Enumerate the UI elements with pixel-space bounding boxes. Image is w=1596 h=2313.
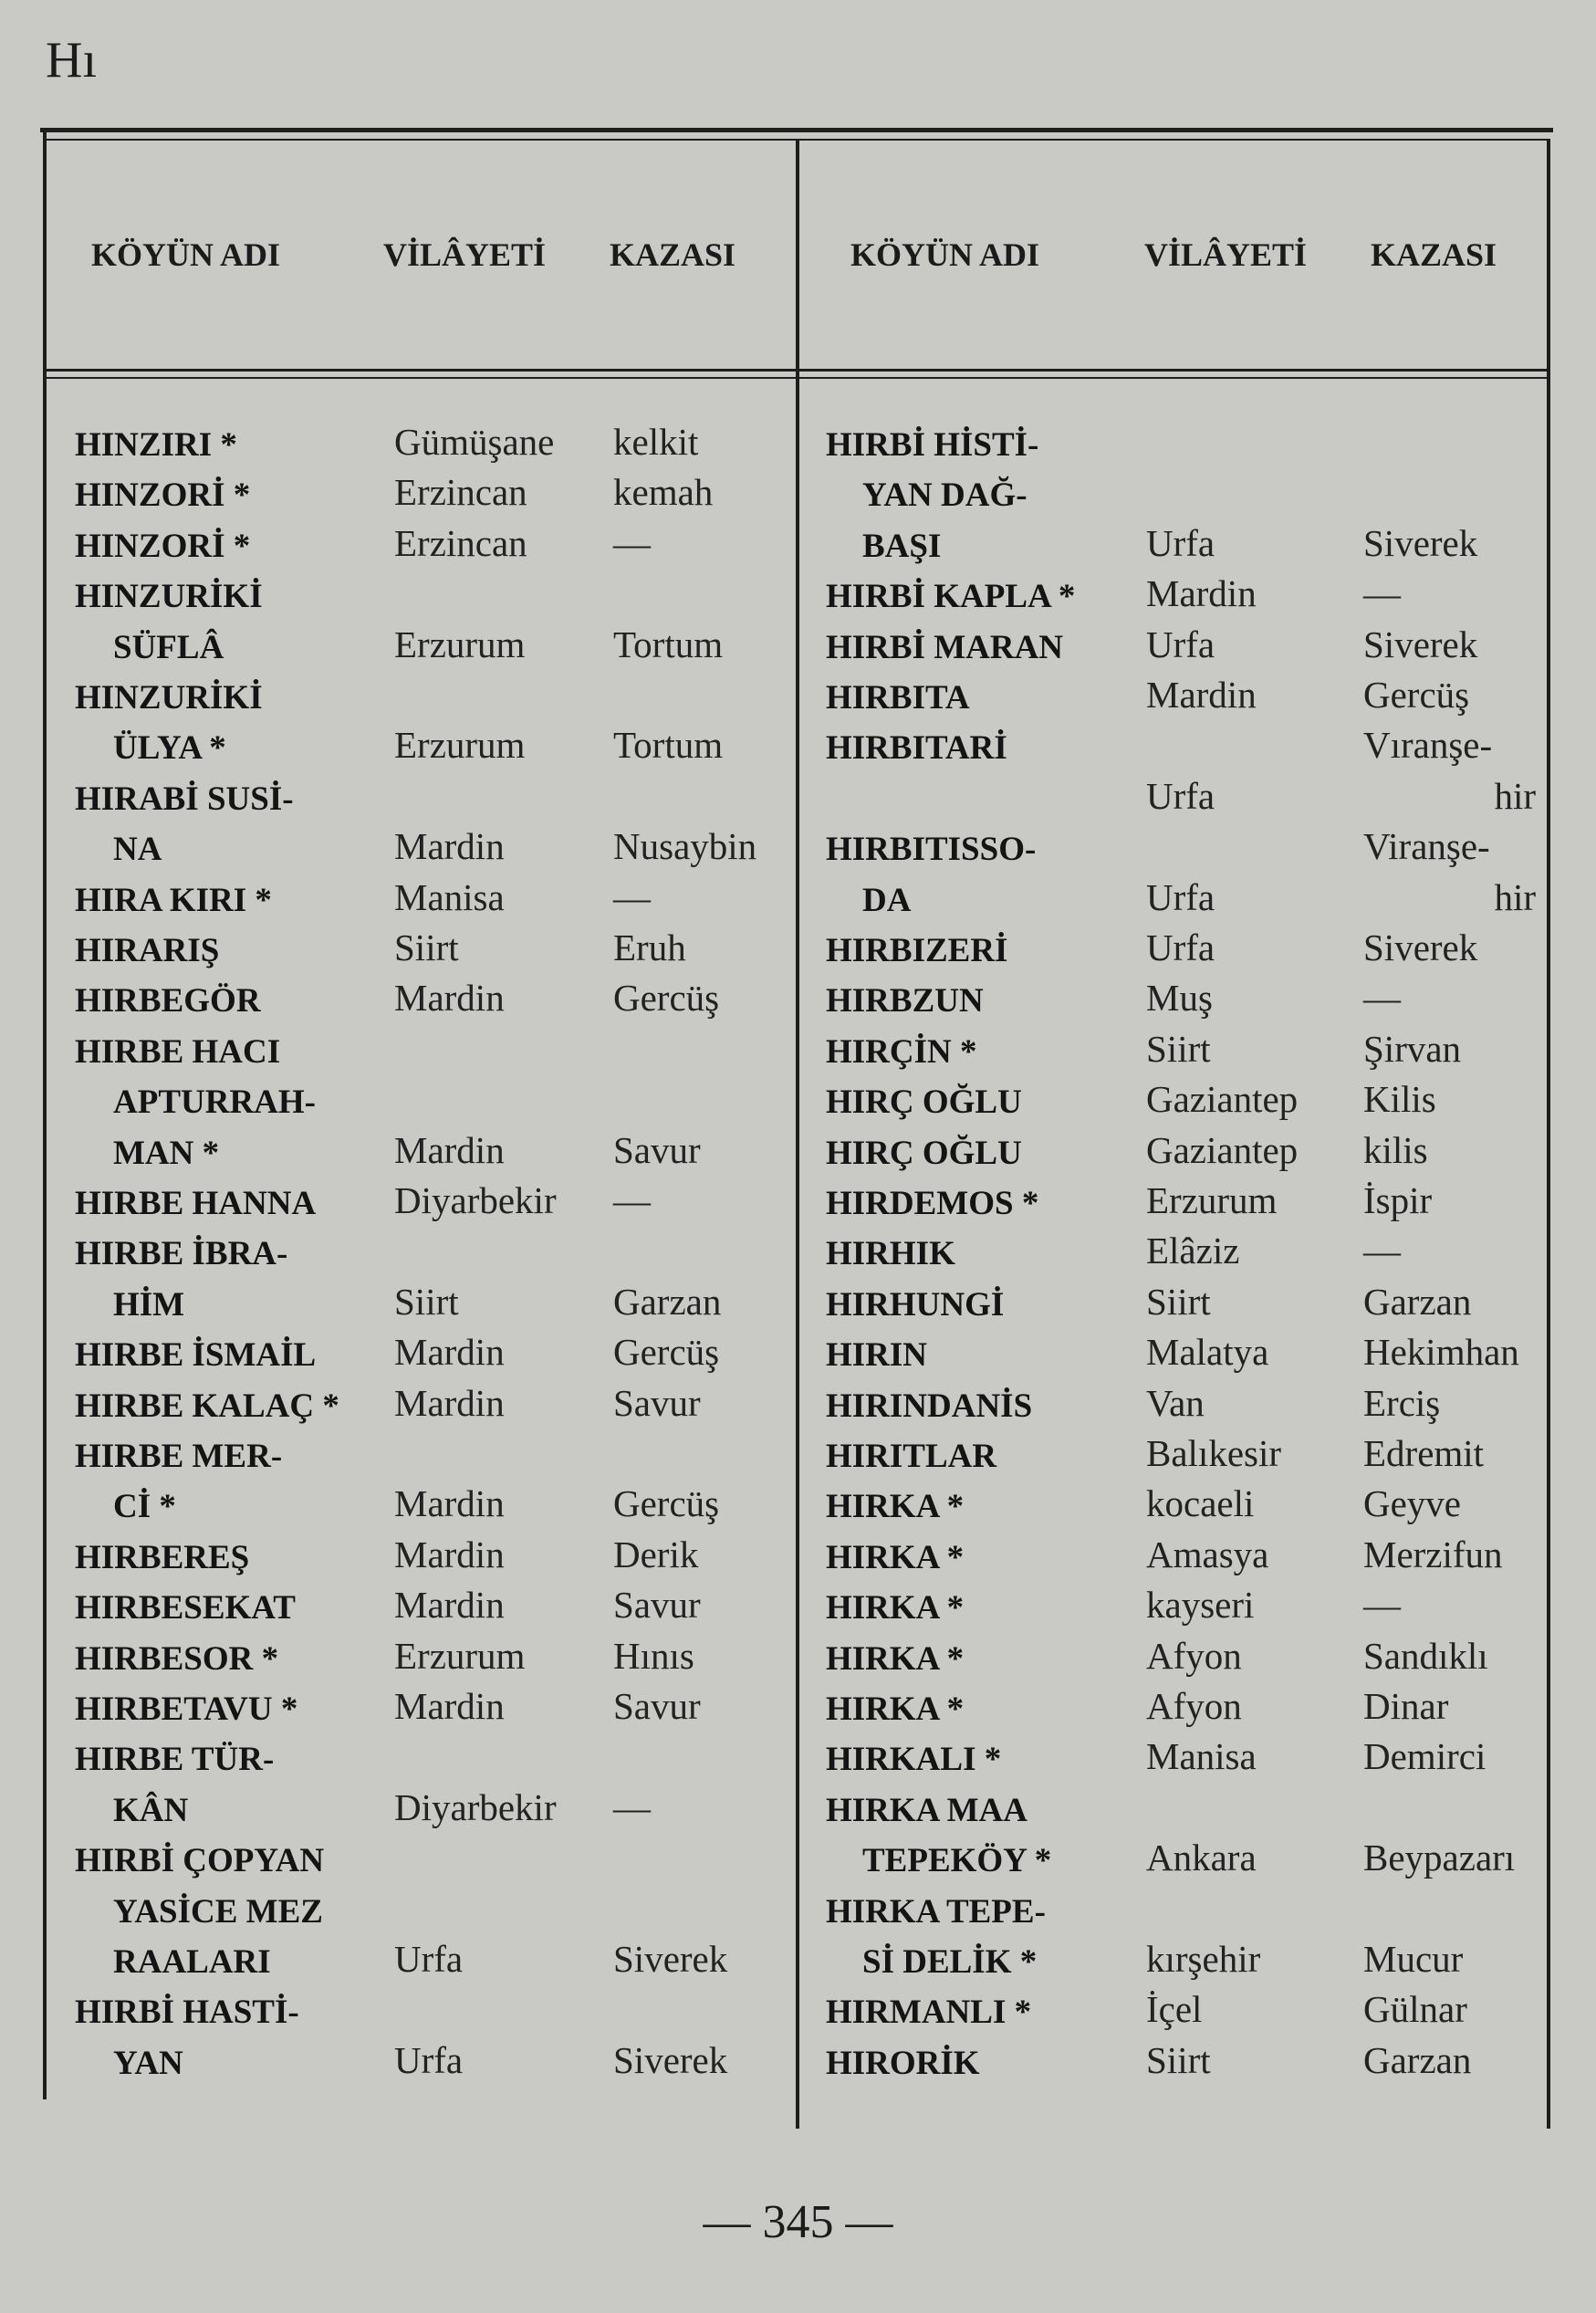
village-name: HIRKA TEPE- (826, 1892, 1046, 1931)
village-name: YAN DAĞ- (862, 476, 1027, 515)
province-name: Urfa (1146, 875, 1215, 918)
district-name: — (613, 1179, 651, 1221)
village-name: HIRBİ KAPLA * (826, 578, 1076, 616)
table-row (0, 1128, 1596, 1178)
province-name: Siirt (1146, 1280, 1211, 1323)
province-name: Siirt (1146, 2038, 1211, 2081)
province-name: Erzurum (394, 623, 526, 665)
province-name: Manisa (1146, 1735, 1257, 1778)
province-name: Erzincan (394, 521, 527, 564)
village-name: HIRBEGÖR (75, 982, 261, 1020)
village-name: Cİ * (113, 1488, 176, 1526)
village-name: TEPEKÖY * (862, 1842, 1052, 1880)
district-name: Derik (613, 1533, 699, 1575)
district-name: Merzifun (1363, 1533, 1503, 1575)
district-name: — (1363, 1230, 1401, 1272)
table-row (0, 1077, 1596, 1127)
table-row (0, 1027, 1596, 1077)
province-name: Mardin (1146, 572, 1257, 615)
province-name: Urfa (1146, 774, 1215, 817)
village-name: HINZIRI * (75, 426, 237, 464)
district-name: Gülnar (1363, 1988, 1467, 2031)
village-name: HIRABİ SUSİ- (75, 780, 294, 818)
village-name: HIRBITISSO- (826, 831, 1037, 869)
table-row (0, 1634, 1596, 1684)
village-name: HIRÇ OĞLU (826, 1134, 1022, 1172)
village-name: HINZURİKİ (75, 578, 263, 616)
village-name: HIRBE İSMAİL (75, 1336, 317, 1375)
table-row (0, 1481, 1596, 1532)
table-row (0, 571, 1596, 622)
village-name: HIRINDANİS (826, 1387, 1033, 1425)
village-name: HIRBE HACI (75, 1032, 281, 1071)
village-name: HIRÇİN * (826, 1032, 977, 1071)
province-name: Urfa (1146, 521, 1215, 564)
village-name: HIRKA * (826, 1538, 965, 1576)
province-name: Erzurum (394, 1634, 526, 1677)
village-name: HIRBESOR * (75, 1639, 279, 1678)
table-row (0, 1178, 1596, 1229)
province-name: Gaziantep (1146, 1078, 1299, 1121)
district-name: Garzan (1363, 2038, 1472, 2081)
district-name: hir (1494, 875, 1536, 918)
district-name: Savur (613, 1128, 701, 1171)
village-name: RAALARI (113, 1942, 271, 1981)
village-name: HIRKA * (826, 1589, 965, 1627)
province-name: Siirt (1146, 1027, 1211, 1070)
district-name: Siverek (613, 1937, 728, 1980)
table-row (0, 1785, 1596, 1887)
district-name: Gercüş (613, 1482, 720, 1525)
page-letter-tag: Hı (46, 32, 97, 89)
province-name: Diyarbekir (394, 1179, 557, 1221)
village-name: HINZORİ * (75, 527, 251, 565)
district-name: Mucur (1363, 1937, 1464, 1980)
district-name: Kilis (1363, 1078, 1436, 1121)
district-name: Vıranşe- (1363, 724, 1493, 767)
table-row (0, 1734, 1596, 1784)
province-name: Urfa (394, 1937, 464, 1980)
village-name: HIRDEMOS * (826, 1185, 1039, 1222)
province-name: Mardin (394, 977, 505, 1020)
page-number: — 345 — (703, 2196, 893, 2248)
district-name: Sandıklı (1363, 1634, 1488, 1677)
district-name: Gercüş (613, 977, 720, 1020)
province-name: Mardin (394, 1381, 505, 1424)
table-row (0, 420, 1596, 571)
district-name: kelkit (613, 421, 699, 463)
table-row (0, 926, 1596, 976)
table-row (0, 1987, 1596, 2037)
district-name: Hekimhan (1363, 1331, 1519, 1374)
district-name: Beypazarı (1363, 1837, 1516, 1879)
district-name: Savur (613, 1584, 701, 1627)
table-row (0, 623, 1596, 673)
province-name: Mardin (394, 1533, 505, 1575)
village-name: HIRKA * (826, 1690, 965, 1728)
district-name: Eruh (613, 926, 686, 968)
province-name: Ankara (1146, 1837, 1257, 1879)
table-row (0, 1280, 1596, 1330)
province-name: Manisa (394, 875, 505, 918)
village-name: HIRÇ OĞLU (826, 1083, 1022, 1122)
village-name: HIRKALI * (826, 1741, 1002, 1779)
table-row (0, 1229, 1596, 1279)
province-name: Van (1146, 1381, 1205, 1424)
province-name: Amasya (1146, 1533, 1269, 1575)
village-name: HIRBZUN (826, 982, 984, 1020)
village-name: HIRBITARİ (826, 729, 1007, 768)
province-name: Mardin (394, 1584, 505, 1627)
province-name: Gaziantep (1146, 1128, 1299, 1171)
village-name: HIRBE HANNA (75, 1185, 317, 1222)
village-name: HIRKA MAA (826, 1791, 1027, 1829)
table-row (0, 1330, 1596, 1380)
village-name: Sİ DELİK * (862, 1942, 1038, 1981)
table-top-rule (40, 128, 1553, 132)
village-name: HINZURİKİ (75, 679, 263, 717)
village-name: NA (113, 831, 162, 869)
village-name: APTURRAH- (113, 1083, 316, 1122)
district-name: Siverek (613, 2038, 728, 2081)
district-name: Savur (613, 1685, 701, 1727)
village-name: HIRBE İBRA- (75, 1235, 288, 1273)
district-name: Demirci (1363, 1735, 1486, 1778)
district-name: Savur (613, 1381, 701, 1424)
table-row (0, 1684, 1596, 1734)
village-name: HIRA KIRI * (75, 881, 272, 919)
district-name: Garzan (613, 1280, 722, 1323)
district-name: — (613, 1785, 651, 1828)
village-name: KÂN (113, 1791, 189, 1829)
district-name: hir (1494, 774, 1536, 817)
province-name: Erzurum (1146, 1179, 1278, 1221)
district-name: — (1363, 572, 1401, 615)
province-name: Mardin (1146, 674, 1257, 716)
table-row (0, 1431, 1596, 1481)
province-name: Urfa (394, 2038, 464, 2081)
district-name: — (613, 521, 651, 564)
village-name: HIRBE MER- (75, 1438, 283, 1475)
district-name: Nusaybin (613, 825, 757, 868)
village-name: HİM (113, 1285, 185, 1324)
district-name: — (1363, 1584, 1401, 1627)
village-name: HIRBİ MARAN (826, 628, 1064, 666)
header-province-right: VİLÂYETİ (1144, 236, 1308, 273)
district-name: Edremit (1363, 1432, 1485, 1474)
village-name: HIRBEREŞ (75, 1538, 250, 1576)
header-district-right: KAZASI (1371, 236, 1497, 273)
header-district-left: KAZASI (610, 236, 736, 273)
village-name: DA (862, 881, 912, 919)
village-name: HIRBE KALAÇ * (75, 1387, 339, 1425)
province-name: Mardin (394, 1685, 505, 1727)
village-name: HIRBİ ÇOPYAN (75, 1842, 325, 1880)
district-name: Dinar (1363, 1685, 1449, 1727)
village-name: HIRBİ HASTİ- (75, 1994, 299, 2032)
province-name: Malatya (1146, 1331, 1269, 1374)
village-name: HIRBIZERİ (826, 932, 1008, 969)
province-name: Mardin (394, 1331, 505, 1374)
province-name: kocaeli (1146, 1482, 1255, 1525)
province-name: kırşehir (1146, 1937, 1261, 1980)
province-name: Erzincan (394, 471, 527, 514)
village-name: HIRARIŞ (75, 932, 220, 969)
district-name: Siverek (1363, 521, 1478, 564)
district-name: kemah (613, 471, 714, 514)
table-row (0, 2038, 1596, 2088)
table-row (0, 673, 1596, 723)
district-name: Tortum (613, 724, 724, 767)
district-name: Viranşe- (1363, 825, 1490, 868)
village-name: HIRITLAR (826, 1438, 997, 1475)
province-name: Mardin (394, 1128, 505, 1171)
village-name: HIRBETAVU * (75, 1690, 298, 1728)
village-name: MAN * (113, 1134, 220, 1172)
province-name: Erzurum (394, 724, 526, 767)
header-province-left: VİLÂYETİ (383, 236, 547, 273)
district-name: Gercüş (613, 1331, 720, 1374)
province-name: kayseri (1146, 1584, 1255, 1627)
province-name: Mardin (394, 825, 505, 868)
village-name: HIRKA * (826, 1488, 965, 1526)
table-row (0, 1887, 1596, 1988)
province-name: Muş (1146, 977, 1213, 1020)
district-name: Siverek (1363, 623, 1478, 665)
district-name: kilis (1363, 1128, 1428, 1171)
province-name: Balıkesir (1146, 1432, 1282, 1474)
table-row (0, 1583, 1596, 1633)
district-name: Garzan (1363, 1280, 1472, 1323)
district-name: — (613, 875, 651, 918)
district-name: — (1363, 977, 1401, 1020)
province-name: Gümüşane (394, 421, 555, 463)
village-name: SÜFLÂ (113, 628, 224, 666)
village-name: HIRHIK (826, 1235, 955, 1273)
village-name: HIRBİ HİSTİ- (826, 426, 1039, 464)
table-row (0, 723, 1596, 824)
header-village-name-right: KÖYÜN ADI (850, 236, 1040, 273)
province-name: Siirt (394, 926, 459, 968)
village-name: HIRBESEKAT (75, 1589, 296, 1627)
village-name: YAN (113, 2044, 183, 2082)
village-name: HINZORİ * (75, 476, 251, 515)
village-name: HIRKA * (826, 1639, 965, 1678)
province-name: Mardin (394, 1482, 505, 1525)
village-name: HIRMANLI * (826, 1994, 1032, 2032)
village-name: BAŞI (862, 527, 942, 565)
district-name: Siverek (1363, 926, 1478, 968)
province-name: Afyon (1146, 1685, 1242, 1727)
province-name: Urfa (1146, 926, 1215, 968)
province-name: Elâziz (1146, 1230, 1240, 1272)
village-name: HIRIN (826, 1336, 928, 1375)
district-name: İspir (1363, 1179, 1433, 1221)
district-name: Erciş (1363, 1381, 1441, 1424)
table-row (0, 1533, 1596, 1583)
district-name: Şirvan (1363, 1027, 1462, 1070)
village-name: HIRHUNGİ (826, 1285, 1005, 1324)
village-name: HIRBE TÜR- (75, 1741, 275, 1779)
table-row (0, 824, 1596, 926)
province-name: İçel (1146, 1988, 1203, 2031)
village-name: HIRBITA (826, 679, 970, 717)
province-name: Siirt (394, 1280, 459, 1323)
province-name: Urfa (1146, 623, 1215, 665)
village-name: HIRORİK (826, 2044, 980, 2082)
province-name: Diyarbekir (394, 1785, 557, 1828)
table-row (0, 1381, 1596, 1431)
district-name: Hınıs (613, 1634, 694, 1677)
table-row (0, 976, 1596, 1026)
province-name: Afyon (1146, 1634, 1242, 1677)
district-name: Tortum (613, 623, 724, 665)
district-name: Gercüş (1363, 674, 1470, 716)
header-village-name-left: KÖYÜN ADI (91, 236, 281, 273)
district-name: Geyve (1363, 1482, 1462, 1525)
village-name: YASİCE MEZ (113, 1892, 323, 1931)
village-name: ÜLYA * (113, 729, 226, 768)
